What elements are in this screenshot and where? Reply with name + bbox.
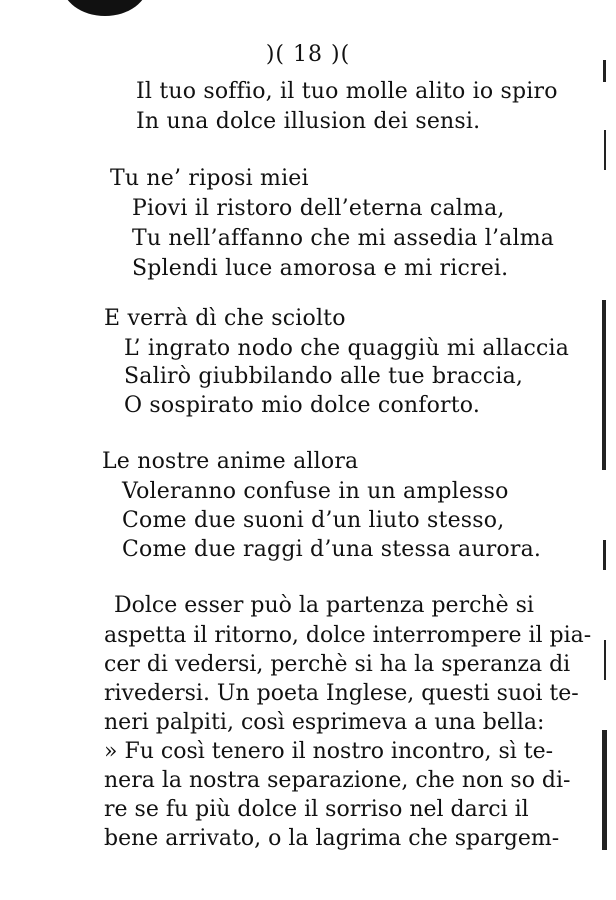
prose-line: rivedersi. Un poeta Inglese, questi suoi te- <box>104 681 579 706</box>
verse-line: Tu nell’affanno che mi assedia l’alma <box>132 226 555 251</box>
verse-line: Splendi luce amorosa e mi ricrei. <box>132 256 509 281</box>
verse-line: Piovi il ristoro dell’eterna calma, <box>132 196 505 221</box>
page-number: )( 18 )( <box>265 42 351 67</box>
verse-line: O sospirato mio dolce conforto. <box>124 393 481 418</box>
verse-line: L’ ingrato nodo che quaggiù mi allaccia <box>124 336 570 361</box>
verse-line: Come due raggi d’una stessa aurora. <box>122 537 542 562</box>
prose-line: neri palpiti, così esprimeva a una bella: <box>104 710 545 735</box>
prose-line: aspetta il ritorno, dolce interrompere il pia- <box>104 623 592 648</box>
ink-blot <box>62 0 148 16</box>
verse-line: Salirò giubbilando alle tue braccia, <box>124 364 524 389</box>
prose-line: Dolce esser può la partenza perchè si <box>114 593 534 618</box>
verse-line: Voleranno confuse in un amplesso <box>122 479 509 504</box>
verse-line: E verrà dì che sciolto <box>104 306 346 331</box>
verse-line: Tu ne’ riposi miei <box>110 166 309 191</box>
verse-line: Le nostre anime allora <box>102 449 359 474</box>
prose-line: » Fu così tenero il nostro incontro, sì te- <box>104 739 554 764</box>
prose-line: nera la nostra separazione, che non so di- <box>104 768 571 793</box>
verse-line: Come due suoni d’un liuto stesso, <box>122 508 505 533</box>
prose-line: re se fu più dolce il sorriso nel darci il <box>104 797 529 822</box>
prose-line: bene arrivato, o la lagrima che spargem- <box>104 826 560 851</box>
prose-line: cer di vedersi, perchè si ha la speranza di <box>104 652 571 677</box>
verse-line: In una dolce illusion dei sensi. <box>136 109 481 134</box>
page-edge-shadow <box>602 0 608 900</box>
verse-line: Il tuo soffio, il tuo molle alito io spiro <box>136 79 558 104</box>
